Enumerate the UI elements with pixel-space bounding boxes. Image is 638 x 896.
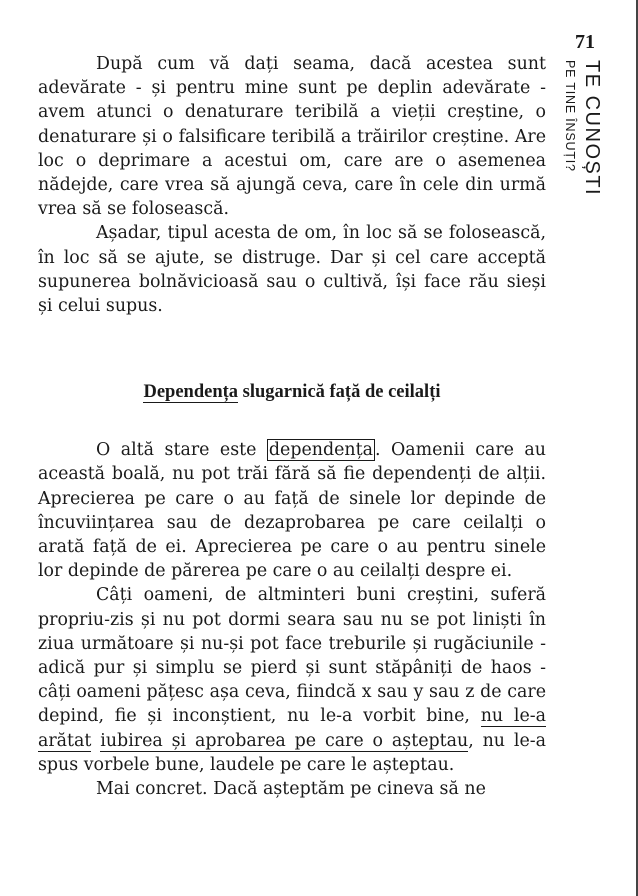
paragraph-3	[38, 438, 546, 583]
paragraph-1: După cum vă dați seama, dacă acestea sunt adevărate - și pentru mine sunt pe deplin adevărate - avem atunci o denaturare teribilă a vieții creștine, o denaturare și o falsificare teribilă a trăirilor creștine. Are loc o deprimare a acestui om, care are o asemenea nădejde, care vrea să ajungă ceva, care în cele din urmă vrea să se folosească.	[38, 54, 546, 220]
paragraph-4-rest: , nu le-a spus vorbele bune, laudele pe care le așteptau.	[38, 730, 546, 775]
text-column	[38, 52, 546, 801]
paragraph-3-rest: . Oamenii care au această boală, nu pot trăi fără să fie dependenți de alții. Aprecierea pe care o au față de sinele lor depinde de încuviințarea sau de dezaprobarea pe care ceilalți o arată față de ei. Aprecierea pe care o au pentru sinele lor depinde de părerea pe care o au ceilalți despre ei.	[38, 440, 546, 582]
heading-underlined-word: Dependența	[143, 382, 239, 403]
paragraph-4	[38, 583, 546, 777]
section-heading	[38, 380, 546, 404]
running-subtitle: PE TINE ÎNSUȚI?	[563, 60, 577, 172]
page-number: 71	[575, 31, 595, 53]
paragraph-5: Mai concret. Dacă așteptăm pe cineva să ne	[96, 779, 486, 800]
handwritten-underline-1: nu le-a arătat	[38, 706, 546, 751]
running-header	[560, 30, 610, 330]
paragraph-3-start: O altă stare este	[96, 440, 267, 461]
paragraph-4-start: Câți oameni, de altminteri buni creștini, suferă propriu-zis și nu pot dormi seara sau nu se pot liniști în ziua următoare și nu-și pot face treburile și rugăciunile - adică pur și simplu se pierd și sunt stăpâniți de haos - câți oameni pățesc așa ceva, fiindcă x sau y sau z de care depind, fie și inconștient, nu le-a vorbit bine,	[38, 585, 546, 727]
handwritten-underline-2: iubirea și aprobarea pe care o așteptau	[100, 730, 469, 751]
boxed-word: dependența	[268, 440, 373, 461]
running-title: TE CUNOȘTI	[581, 60, 603, 197]
paragraph-2: Așadar, tipul acesta de om, în loc să se folosească, în loc să se ajute, se distruge. Dar și cel care acceptă supunerea bolnăvicioasă sau o cultivă, își face rău sieși și celui supus.	[38, 223, 546, 317]
heading-rest: slugarnică față de ceilalți	[238, 382, 441, 403]
